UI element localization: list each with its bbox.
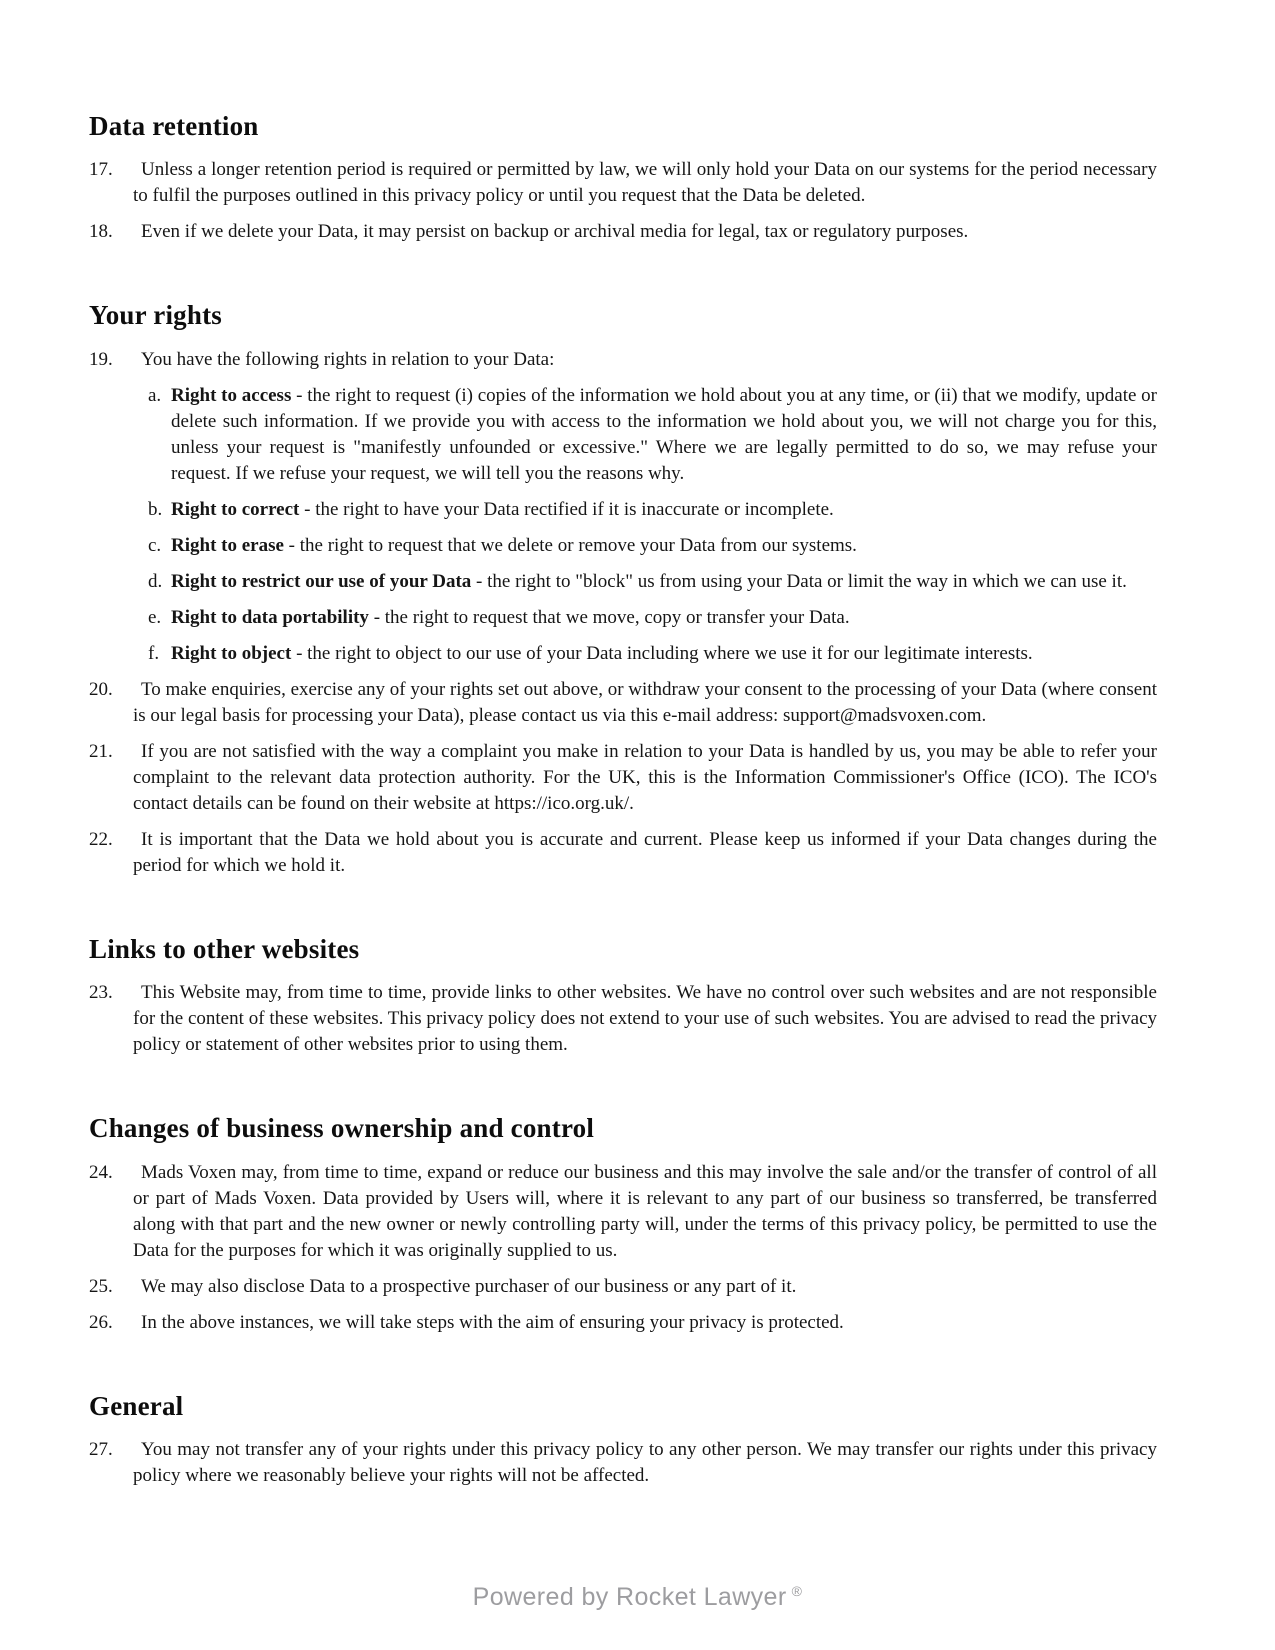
item-term: Right to erase: [171, 534, 284, 556]
item-text: - the right to request that we delete or remove your Data from our systems.: [283, 534, 857, 556]
item-letter: e.: [148, 606, 162, 628]
list-item-24: [89, 1160, 1157, 1264]
item-number: 18.: [89, 221, 113, 243]
list-item-26: [89, 1310, 1157, 1336]
registered-trademark-mark: ®: [791, 1583, 803, 1599]
item-letter: a.: [148, 384, 162, 406]
list-item-e: [89, 605, 1157, 631]
heading-your-rights: Your rights: [89, 300, 222, 331]
item-letter: f.: [148, 642, 160, 664]
footer-text: Powered by Rocket Lawyer: [472, 1583, 787, 1611]
item-text: We may also disclose Data to a prospective purchaser of our business or any part of it.: [141, 1275, 797, 1297]
item-number: 24.: [89, 1161, 113, 1183]
item-letter: b.: [148, 498, 163, 520]
item-text: You have the following rights in relation to your Data:: [141, 348, 555, 370]
item-term: Right to correct: [171, 498, 300, 520]
item-text-group: [171, 641, 1157, 667]
item-text: It is important that the Data we hold about you is accurate and current. Please keep us informed if your Data changes during the period for which we hold it.: [133, 828, 1157, 876]
list-item-b: [89, 497, 1157, 523]
item-number: 23.: [89, 982, 113, 1004]
heading-data-retention: Data retention: [89, 111, 259, 141]
item-text: - the right to object to our use of your Data including where we use it for our legitimate interests.: [291, 642, 1033, 664]
item-term: Right to object: [171, 642, 292, 664]
item-letter: d.: [148, 570, 163, 592]
item-text-group: [171, 605, 1157, 631]
list-item-18: [89, 219, 1157, 245]
item-term: Right to restrict our use of your Data: [171, 570, 472, 592]
list-item-c: [89, 533, 1157, 559]
list-item-f: [89, 641, 1157, 667]
item-text: Even if we delete your Data, it may persist on backup or archival media for legal, tax or regulatory purposes.: [141, 221, 969, 243]
item-text-group: [171, 497, 1157, 523]
item-term: Right to access: [171, 384, 292, 406]
item-number: 25.: [89, 1275, 113, 1297]
item-number: 22.: [89, 828, 113, 850]
item-text: - the right to have your Data rectified if it is inaccurate or incomplete.: [299, 498, 834, 520]
list-item-22: [89, 827, 1157, 879]
item-text: If you are not satisfied with the way a complaint you make in relation to your Data is handled by us, you may be able to refer your complaint to the relevant data protection authority. For the UK, this is the Information Commissioner's Office (ICO). The ICO's contact details can be found on their website at https://ico.org.uk/.: [133, 740, 1157, 814]
list-item-25: [89, 1274, 1157, 1300]
heading-links-to-other-websites: Links to other websites: [89, 933, 360, 964]
list-item-21: [89, 739, 1157, 817]
item-text: To make enquiries, exercise any of your rights set out above, or withdraw your consent to the processing of your Data (where consent is our legal basis for processing your Data), please contact us via this e-mail address: support@madsvoxen.com.: [133, 678, 1157, 726]
list-item-17: [89, 157, 1157, 209]
item-text: In the above instances, we will take steps with the aim of ensuring your privacy is protected.: [141, 1311, 844, 1333]
item-text: - the right to "block" us from using your Data or limit the way in which we can use it.: [471, 570, 1127, 592]
item-number: 19.: [89, 348, 113, 370]
item-text: - the right to request that we move, copy or transfer your Data.: [368, 606, 850, 628]
heading-changes-of-business-ownership: Changes of business ownership and control: [89, 1113, 595, 1144]
item-text: This Website may, from time to time, provide links to other websites. We have no control over such websites and are not responsible for the content of these websites. This privacy policy does not extend to your use of such websites. You are advised to read the privacy policy or statement of other websites prior to using them.: [133, 982, 1157, 1056]
item-number: 20.: [89, 678, 113, 700]
item-text: Mads Voxen may, from time to time, expand or reduce our business and this may involve the sale and/or the transfer of control of all or part of Mads Voxen. Data provided by Users will, where it is relevant to any part of our business so transferred, be transferred along with that part and the new owner or newly controlling party will, under the terms of this privacy policy, be permitted to use the Data for the purposes for which it was originally supplied to us.: [133, 1161, 1157, 1261]
list-item-23: [89, 980, 1157, 1058]
list-item-a: [89, 383, 1157, 487]
item-text-group: [171, 533, 1157, 559]
item-number: 21.: [89, 740, 113, 762]
list-item-20: [89, 677, 1157, 729]
list-item-d: [89, 569, 1157, 595]
item-text-group: [171, 569, 1157, 595]
item-text: Unless a longer retention period is required or permitted by law, we will only hold your Data on our systems for the period necessary to fulfil the purposes outlined in this privacy policy or until you request that the Data be deleted.: [133, 159, 1157, 207]
item-number: 26.: [89, 1311, 113, 1333]
item-number: 17.: [89, 159, 113, 181]
item-letter: c.: [148, 534, 162, 556]
item-number: 27.: [89, 1438, 113, 1460]
item-text-group: [171, 383, 1157, 487]
footer: [0, 1576, 1275, 1612]
list-item-19: [89, 347, 1157, 373]
list-item-27: [89, 1437, 1157, 1489]
item-text: You may not transfer any of your rights under this privacy policy to any other person. We may transfer our rights under this privacy policy where we reasonably believe your rights will not be affected.: [133, 1438, 1157, 1486]
item-text: - the right to request (i) copies of the information we hold about you at any time, or (ii) that we modify, update or delete such information. If we provide you with access to the information we hold about you, we will not charge you for this, unless your request is "manifestly unfounded or excessive." Where we are legally permitted to do so, we may refuse your request. If we refuse your request, we will tell you the reasons why.: [171, 384, 1157, 484]
item-term: Right to data portability: [171, 606, 369, 628]
heading-general: General: [89, 1390, 184, 1421]
